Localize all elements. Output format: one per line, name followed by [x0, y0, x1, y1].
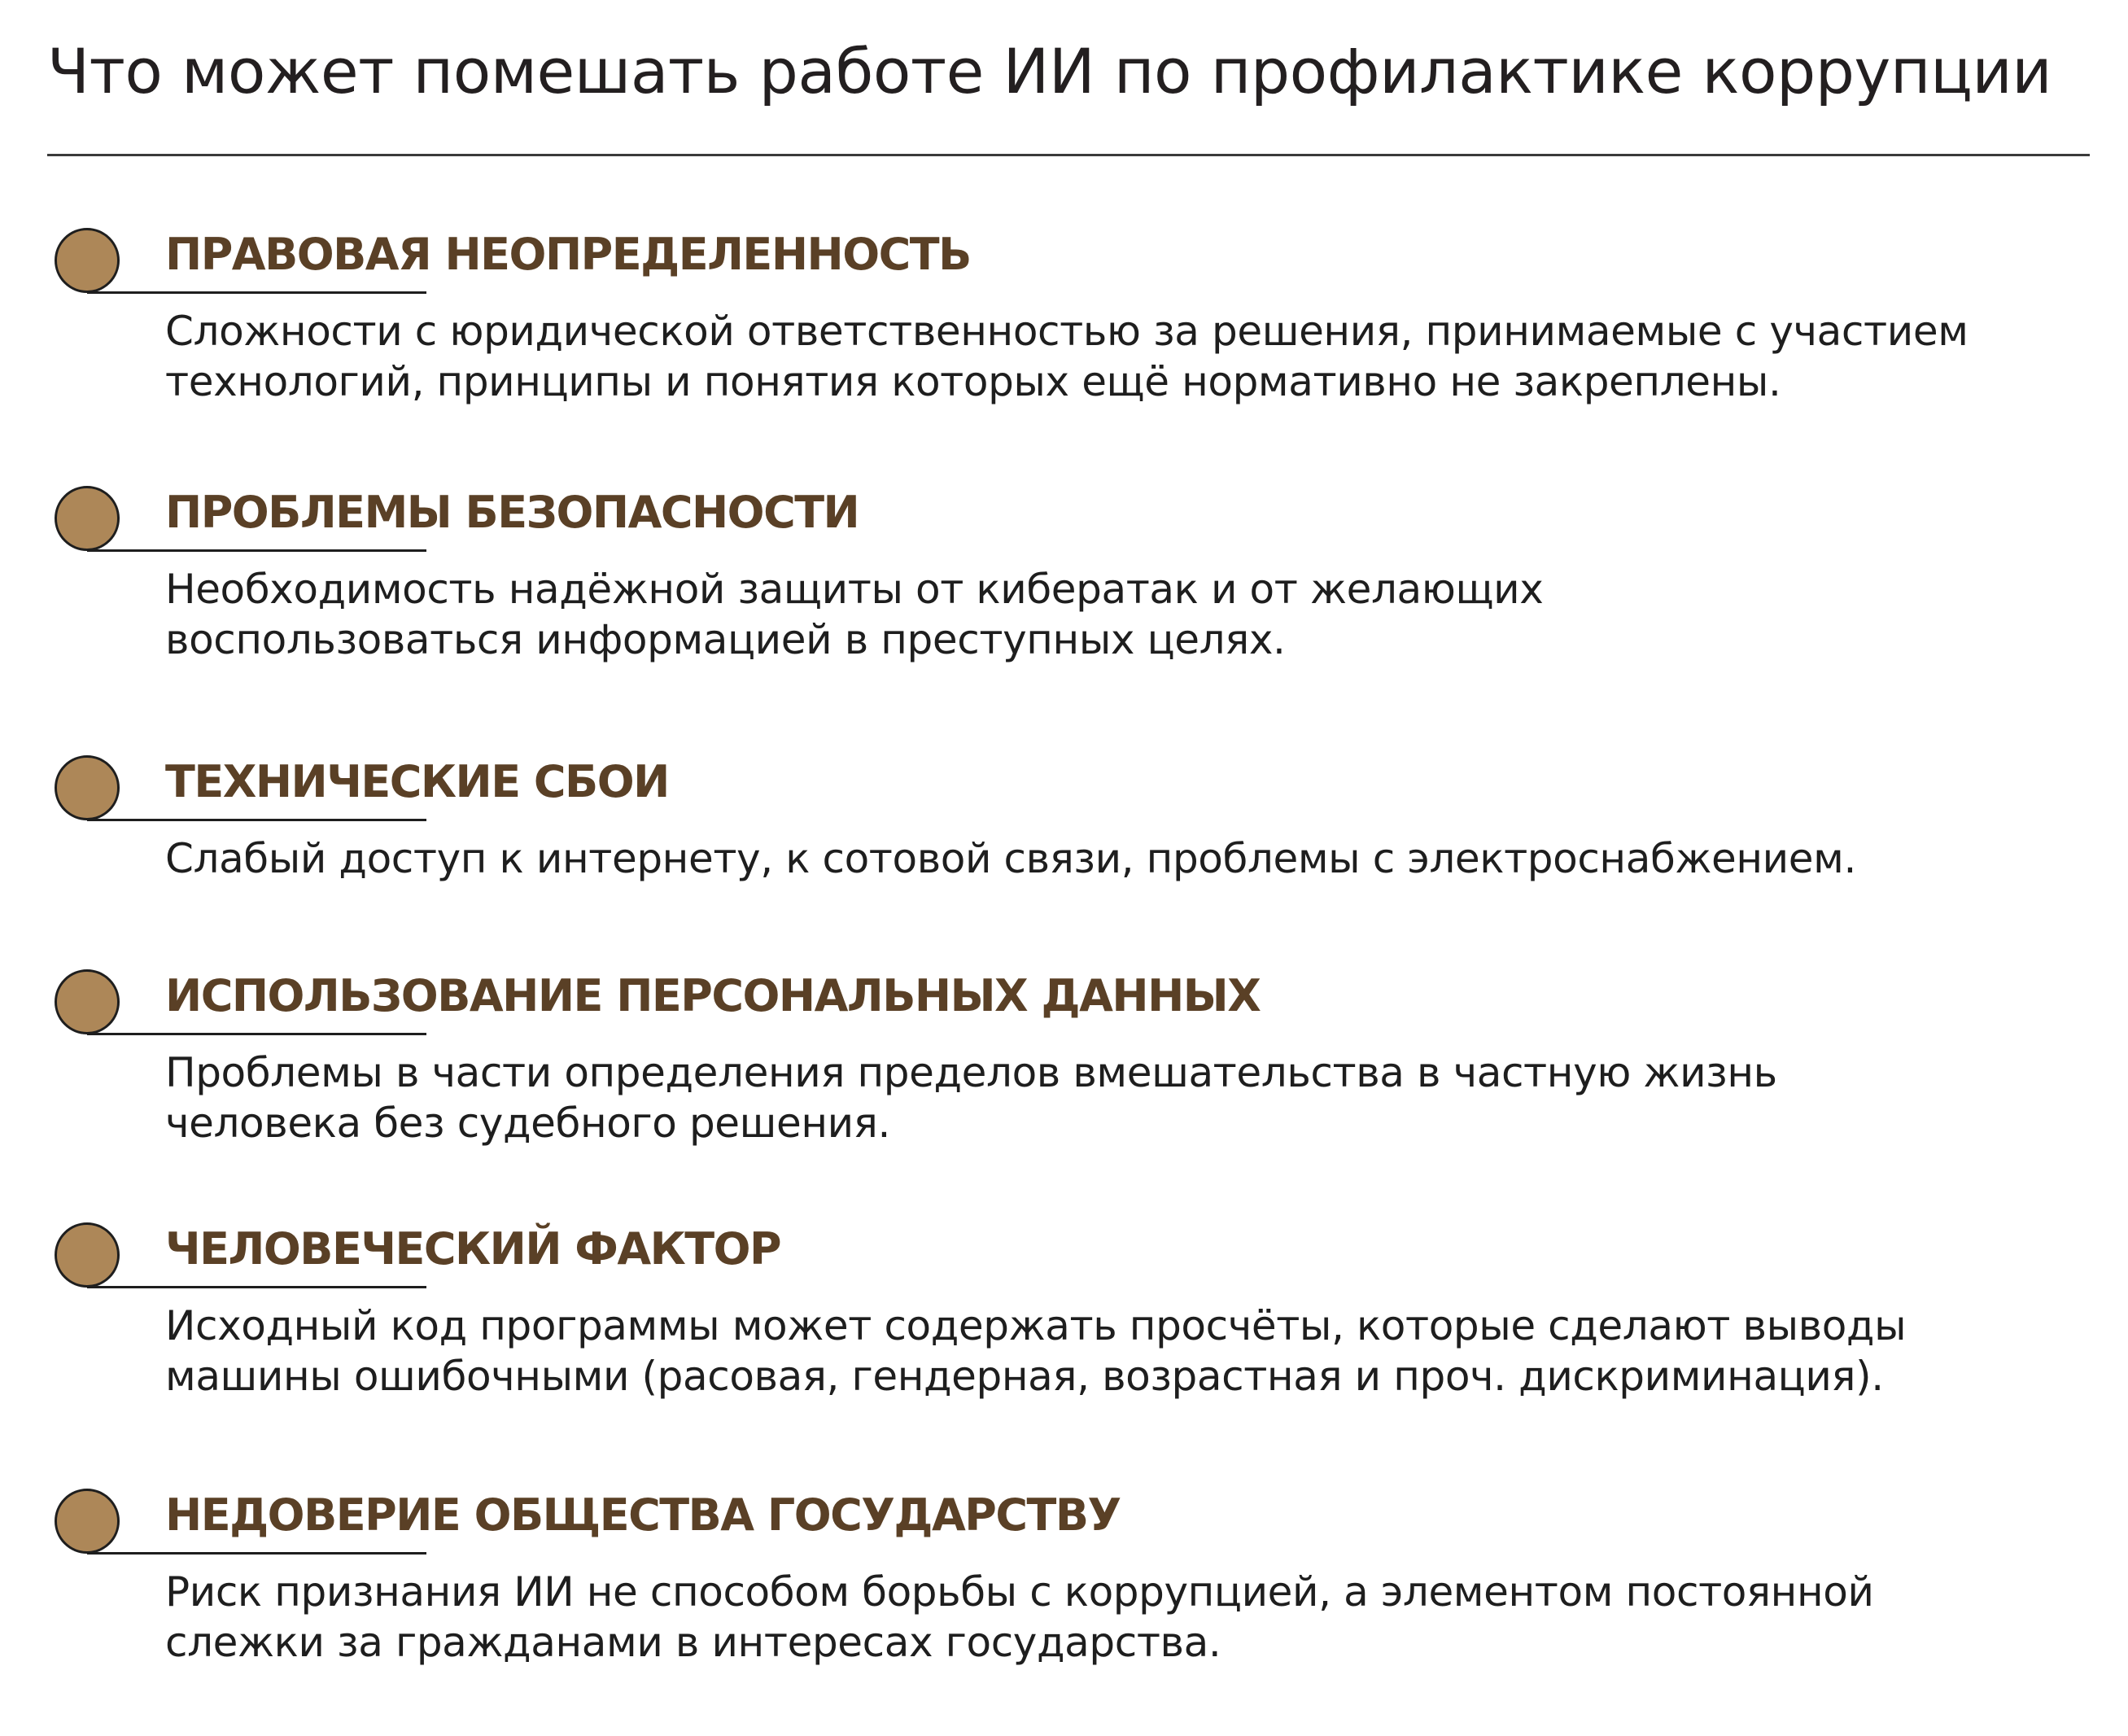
- heading-underline: [87, 549, 426, 552]
- item-description: [165, 1567, 2086, 1668]
- item-description: [165, 1301, 2086, 1401]
- bullet-circle-icon: [55, 1222, 120, 1288]
- item-description: [165, 1047, 2086, 1148]
- bullet-circle-icon: [55, 486, 120, 551]
- item-description: [165, 833, 2086, 884]
- description-line: Необходимость надёжной защиты от кибератак и от желающих: [165, 566, 1544, 613]
- item-heading: ТЕХНИЧЕСКИЕ СБОИ: [165, 756, 669, 807]
- item-heading: ИСПОЛЬЗОВАНИЕ ПЕРСОНАЛЬНЫХ ДАННЫХ: [165, 970, 1261, 1021]
- item-description: [165, 564, 2086, 665]
- description-line: Сложности с юридической ответственностью за решения, принимаемые с участием: [165, 308, 1969, 355]
- item-heading: ПРОБЛЕМЫ БЕЗОПАСНОСТИ: [165, 487, 859, 538]
- heading-underline: [87, 1552, 426, 1555]
- item-heading: НЕДОВЕРИЕ ОБЩЕСТВА ГОСУДАРСТВУ: [165, 1489, 1121, 1541]
- bullet-circle-icon: [55, 755, 120, 820]
- description-line: человека без судебного решения.: [165, 1100, 890, 1147]
- heading-underline: [87, 291, 426, 294]
- description-line: воспользоваться информацией в преступных целях.: [165, 616, 1286, 663]
- item-heading: ЧЕЛОВЕЧЕСКИЙ ФАКТОР: [165, 1223, 781, 1275]
- item-description: [165, 306, 2086, 407]
- description-line: Риск признания ИИ не способом борьбы с коррупцией, а элементом постоянной: [165, 1568, 1874, 1616]
- page-title: Что может помешать работе ИИ по профилактике коррупции: [47, 35, 2052, 107]
- description-line: Слабый доступ к интернету, к сотовой связи, проблемы с электроснабжением.: [165, 835, 1856, 882]
- bullet-circle-icon: [55, 228, 120, 293]
- heading-underline: [87, 819, 426, 821]
- description-line: Проблемы в части определения пределов вмешательства в частную жизнь: [165, 1049, 1777, 1096]
- item-heading: ПРАВОВАЯ НЕОПРЕДЕЛЕННОСТЬ: [165, 229, 971, 280]
- description-line: технологий, принципы и понятия которых ещё нормативно не закреплены.: [165, 358, 1781, 405]
- bullet-circle-icon: [55, 969, 120, 1034]
- bullet-circle-icon: [55, 1489, 120, 1554]
- description-line: машины ошибочными (расовая, гендерная, возрастная и проч. дискриминация).: [165, 1353, 1884, 1400]
- heading-underline: [87, 1033, 426, 1035]
- heading-underline: [87, 1286, 426, 1288]
- description-line: Исходный код программы может содержать просчёты, которые сделают выводы: [165, 1302, 1907, 1349]
- title-divider: [47, 154, 2090, 156]
- description-line: слежки за гражданами в интересах государства.: [165, 1619, 1221, 1666]
